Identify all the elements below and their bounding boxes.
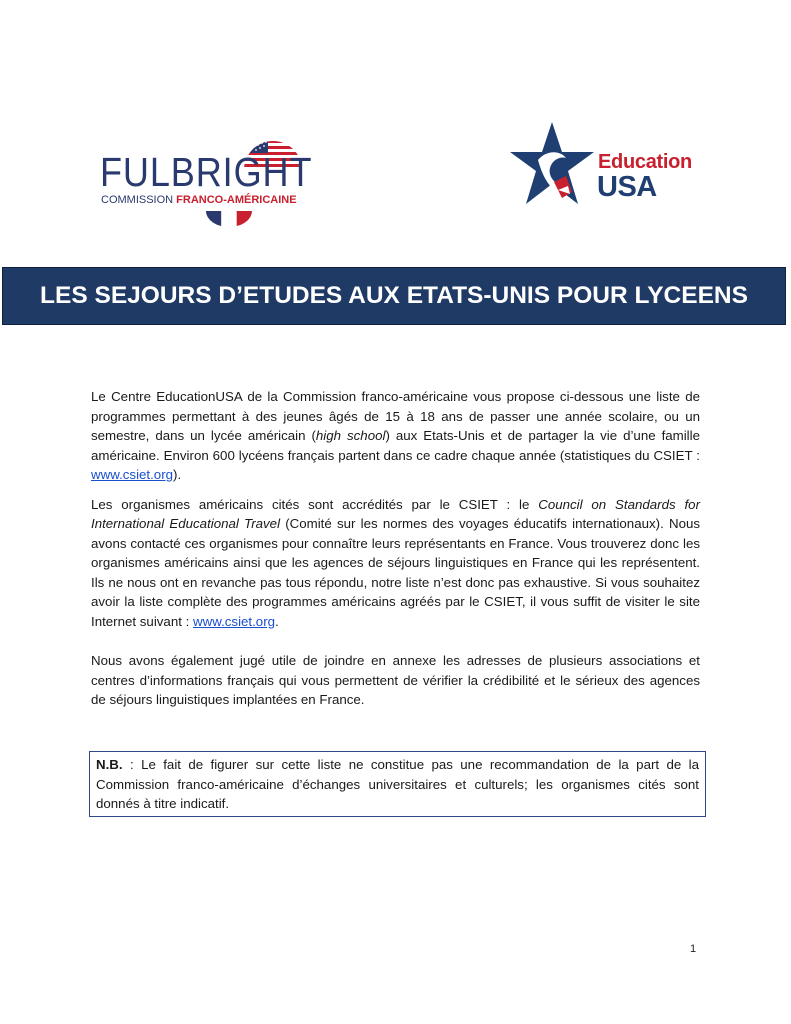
p1-text-2: ) aux Etats-Unis et de partager la vie d’une famille américaine. Environ 600 lycéens français partent dans ce cadre chaque année (statistiques du CSIET : (91, 428, 700, 463)
p2-text-1: Les organismes américains cités sont accrédités par le CSIET : le (91, 496, 539, 512)
fulbright-wordmark: FULBRIGHT (100, 149, 313, 195)
fulbright-subtitle-prefix: COMMISSION (101, 194, 177, 206)
educationusa-logo (508, 120, 708, 210)
p2-text-3: . (275, 613, 279, 629)
fulbright-subtitle (101, 194, 297, 206)
disclaimer-label: N.B. (96, 757, 123, 772)
fulbright-subtitle-strong: FRANCO-AMÉRICAINE (176, 194, 297, 206)
page-title: LES SEJOURS D’ETUDES AUX ETATS-UNIS POUR LYCEENS (40, 282, 748, 309)
usa-word: USA (597, 171, 657, 203)
fulbright-logo (100, 134, 313, 228)
csiet-link-2[interactable]: www.csiet.org (193, 613, 276, 629)
p1-text-1: Le Centre EducationUSA de la Commission franco-américaine vous propose ci-dessous une liste de programmes permettant à des jeunes âgés de 15 à 18 ans de passer une année scolaire, ou un semestre, dans un lycée américain ( (91, 389, 700, 443)
page-number: 1 (690, 943, 697, 955)
csiet-link[interactable]: www.csiet.org (91, 467, 174, 482)
p2-emphasis: Council on Standards for International Educational Travel (91, 496, 700, 531)
disclaimer-text (96, 755, 699, 814)
title-banner (2, 267, 786, 325)
paragraph-intro (91, 387, 700, 485)
paragraph-annex: Nous avons également jugé utile de joindre en annexe les adresses de plusieurs associations et centres d’informations français qui vous permettent de vérifier la crédibilité et le sérieux des agences de séjours linguistiques implantées en France. (91, 653, 700, 707)
disclaimer-body: : Le fait de figurer sur cette liste ne constitue pas une recommandation de la part de la Commission franco-américaine d’échanges universitaires et culturels; les organismes cités sont donnés à titre indicatif. (96, 757, 699, 811)
p1-text-3: ). (173, 467, 182, 482)
p1-emphasis: high school (315, 428, 386, 443)
body-text (91, 387, 700, 710)
education-word: Education (598, 151, 692, 173)
french-flag-half-circle-icon (206, 211, 252, 227)
disclaimer-box (89, 751, 706, 817)
paragraph-accreditation (91, 495, 700, 632)
star-torch-icon (508, 120, 596, 208)
p2-text-2: (Comité sur les normes des voyages éducatifs internationaux). Nous avons contacté ces organismes pour connaître leurs représentants en France. Vous trouverez donc les organismes américains ainsi que les agences de séjours linguistiques en France qui les représentent. Ils ne nous ont en revanche pas tous répondu, notre liste n’est donc pas exhaustive. Si vous souhaitez avoir la liste complète des programmes américains agréés par le CSIET, il vous suffit de visiter le site Internet suivant : (91, 516, 701, 629)
